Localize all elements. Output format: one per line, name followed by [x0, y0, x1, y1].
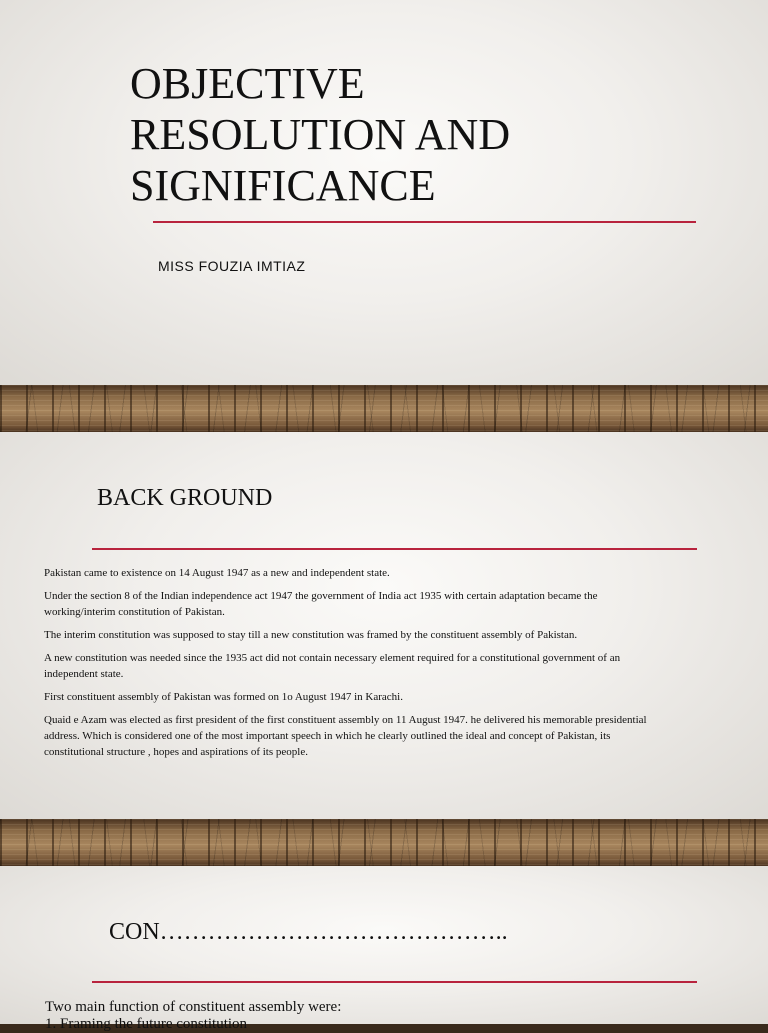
author-name: MISS FOUZIA IMTIAZ	[158, 258, 306, 274]
section-heading: BACK GROUND	[97, 485, 273, 511]
title-divider	[153, 221, 696, 223]
paragraph: Pakistan came to existence on 14 August 1947 as a new and independent state.	[44, 567, 390, 579]
title-line-1: OBJECTIVE	[130, 59, 365, 108]
title-line-2: RESOLUTION AND	[130, 110, 511, 159]
paragraph: Under the section 8 of the Indian independence act 1947 the government of India act 1935 with certain adaptation became the working/interim constitution of Pakistan.	[44, 590, 598, 618]
heading-divider	[92, 981, 697, 983]
section-heading: CON……………………………………..	[109, 919, 508, 945]
paragraph: A new constitution was needed since the 1935 act did not contain necessary element required for a constitutional government of an independent state.	[44, 652, 621, 680]
functions-text	[45, 999, 341, 1033]
intro-line: Two main function of constituent assembly were:	[45, 999, 342, 1015]
heading-divider	[92, 548, 697, 550]
wood-floor-divider	[0, 819, 768, 866]
title-line-3: SIGNIFICANCE	[130, 161, 436, 210]
background-text	[44, 565, 654, 767]
paragraph: First constituent assembly of Pakistan was formed on 1o August 1947 in Karachi.	[44, 691, 403, 703]
list-item: 1. Framing the future constitution	[45, 1016, 248, 1032]
wood-floor-divider	[0, 385, 768, 432]
slide-title	[130, 58, 730, 211]
paragraph: Quaid e Azam was elected as first president of the first constituent assembly on 11 August 1947. he delivered his memorable presidential address. Which is considered one of the most important speech in which he clearly outlined the ideal and concept of Pakistan, its constitutional structure , hopes and aspirations of its people.	[44, 714, 647, 758]
slide-1	[0, 0, 768, 385]
paragraph: The interim constitution was supposed to stay till a new constitution was framed by the constituent assembly of Pakistan.	[44, 629, 578, 641]
